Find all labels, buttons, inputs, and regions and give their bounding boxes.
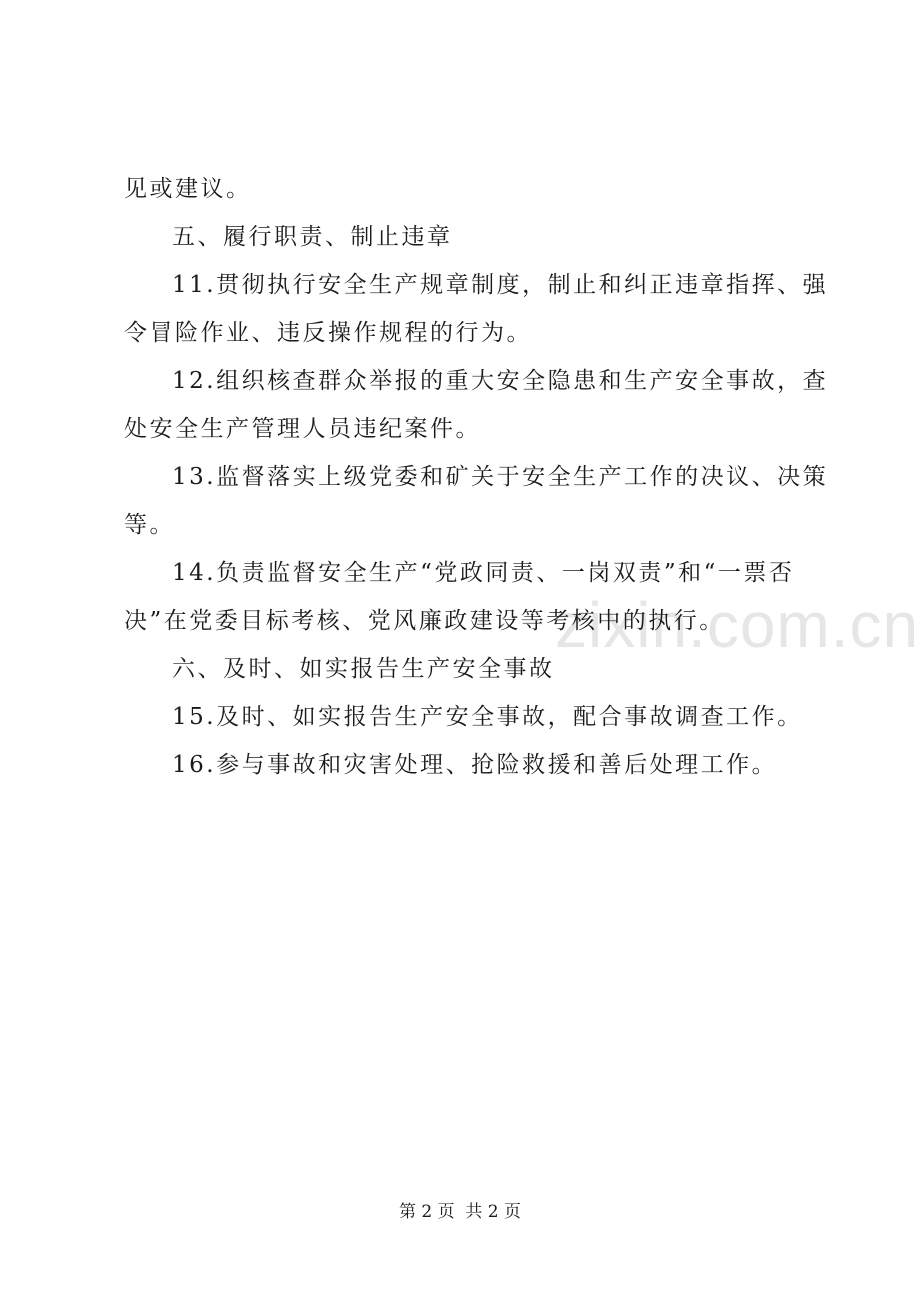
text-line: 处安全生产管理人员违纪案件。 (124, 416, 481, 442)
text-line: 15.及时、如实报告生产安全事故，配合事故调查工作。 (172, 704, 803, 730)
watermark: zixin.com.cn (555, 589, 920, 661)
page-total: 共 2 页 (465, 1202, 522, 1222)
section-heading: 五、履行职责、制止违章 (172, 224, 453, 250)
text-line: 11.贯彻执行安全生产规章制度，制止和纠正违章指挥、强 (172, 272, 829, 298)
text-line: 14.负责监督安全生产“党政同责、一岗双责”和“一票否 (172, 560, 795, 586)
text-line: 等。 (124, 512, 175, 538)
page-number: 第 2 页 (398, 1202, 455, 1222)
section-heading: 六、及时、如实报告生产安全事故 (172, 656, 555, 682)
text-line: 16.参与事故和灾害处理、抢险救援和善后处理工作。 (172, 752, 778, 778)
text-line: 13.监督落实上级党委和矿关于安全生产工作的决议、决策 (172, 464, 829, 490)
text-line: 令冒险作业、违反操作规程的行为。 (124, 320, 532, 346)
page-footer (0, 1200, 920, 1224)
text-line: 见或建议。 (124, 176, 252, 202)
text-line: 12.组织核查群众举报的重大安全隐患和生产安全事故，查 (172, 368, 829, 394)
text-line: 决”在党委目标考核、党风廉政建设等考核中的执行。 (124, 608, 725, 634)
